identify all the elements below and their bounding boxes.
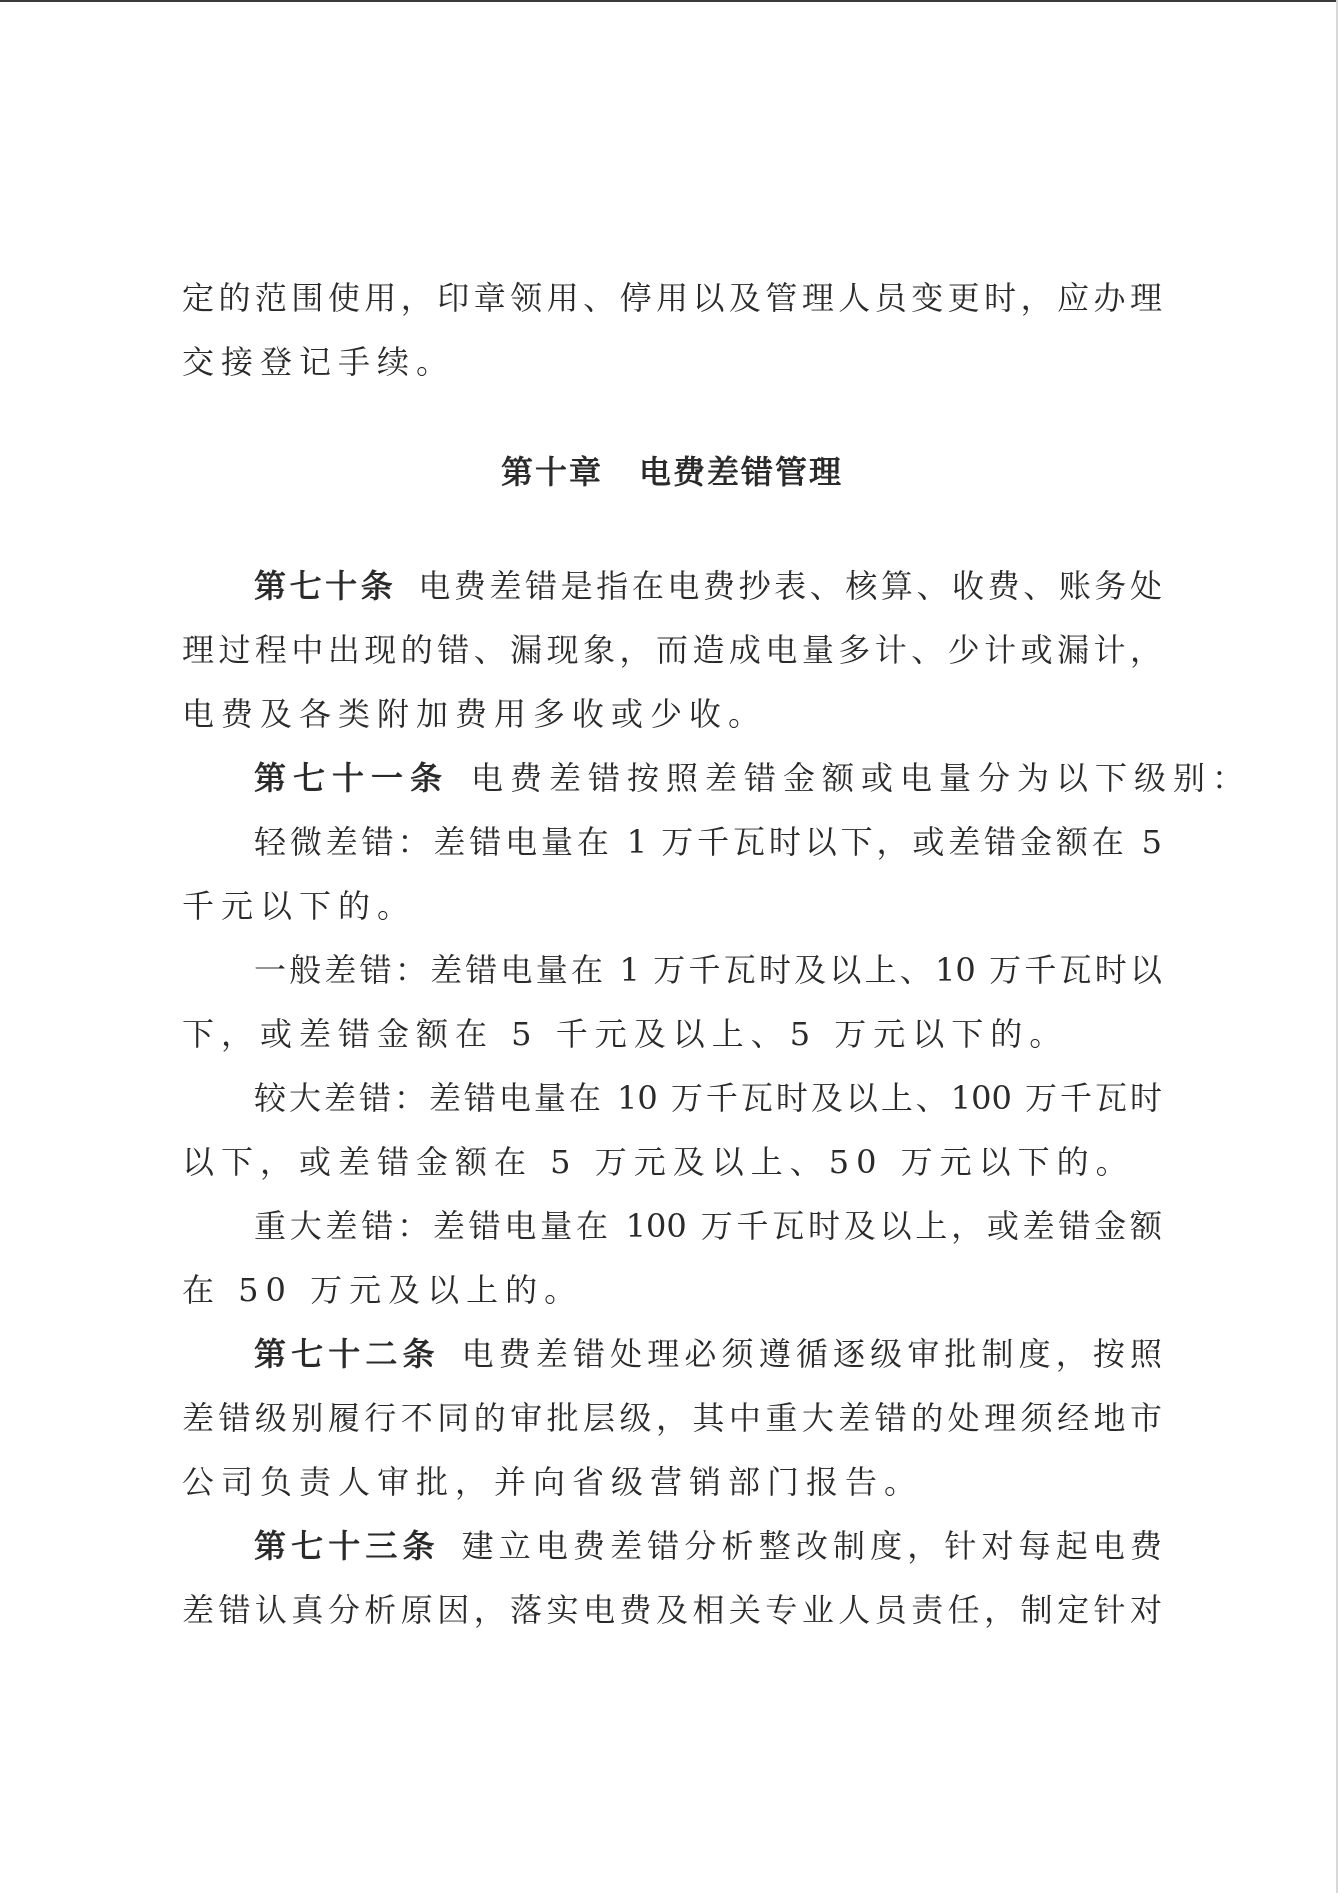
text-line: 千元以下的。 — [182, 887, 417, 925]
document-body — [182, 266, 1252, 1642]
text-line: 公司负责人审批，并向省级营销部门报告。 — [182, 1463, 924, 1501]
chapter-heading — [182, 440, 1162, 504]
article-first-line — [182, 746, 1252, 810]
text-line: 电费及各类附加费用多收或少收。 — [182, 695, 768, 733]
article-text: 建立电费差错分析整改制度，针对每起电费 — [461, 1527, 1162, 1565]
article-label: 第七十一条 — [254, 759, 450, 797]
text-line: 差错认真分析原因，落实电费及相关专业人员责任，制定针对 — [182, 1591, 1162, 1629]
level-line: 重大差错：差错电量在 100 万千瓦时及以上，或差错金额 — [254, 1207, 1162, 1245]
chapter-number: 第十章 — [500, 453, 603, 491]
chapter-title: 电费差错管理 — [639, 453, 844, 491]
text-line: 差错级别履行不同的审批层级，其中重大差错的处理须经地市 — [182, 1399, 1162, 1437]
text-line: 下，或差错金额在 5 千元及以上、5 万元以下的。 — [182, 1015, 1069, 1053]
level-line: 轻微差错：差错电量在 1 万千瓦时以下，或差错金额在 5 — [254, 823, 1162, 861]
text-line: 定的范围使用，印章领用、停用以及管理人员变更时，应办理 — [182, 279, 1162, 317]
article-label: 第七十三条 — [254, 1527, 440, 1565]
article-first-line — [182, 554, 1162, 618]
article-text: 电费差错按照差错金额或电量分为以下级别： — [471, 759, 1252, 797]
article-first-line — [182, 1514, 1162, 1578]
text-line: 交接登记手续。 — [182, 343, 456, 381]
article-text: 电费差错是指在电费抄表、核算、收费、账务处 — [418, 567, 1162, 605]
article-label: 第七十条 — [254, 567, 397, 605]
text-line: 理过程中出现的错、漏现象，而造成电量多计、少计或漏计， — [182, 631, 1162, 669]
page-top-edge — [0, 0, 1338, 2]
article-first-line — [182, 1322, 1162, 1386]
article-label: 第七十二条 — [254, 1335, 440, 1373]
level-line: 较大差错：差错电量在 10 万千瓦时及以上、100 万千瓦时 — [254, 1079, 1162, 1117]
text-line: 以下，或差错金额在 5 万元及以上、50 万元以下的。 — [182, 1143, 1135, 1181]
level-line: 一般差错：差错电量在 1 万千瓦时及以上、10 万千瓦时以 — [254, 951, 1162, 989]
article-text: 电费差错处理必须遵循逐级审批制度，按照 — [461, 1335, 1162, 1373]
text-line: 在 50 万元及以上的。 — [182, 1271, 584, 1309]
